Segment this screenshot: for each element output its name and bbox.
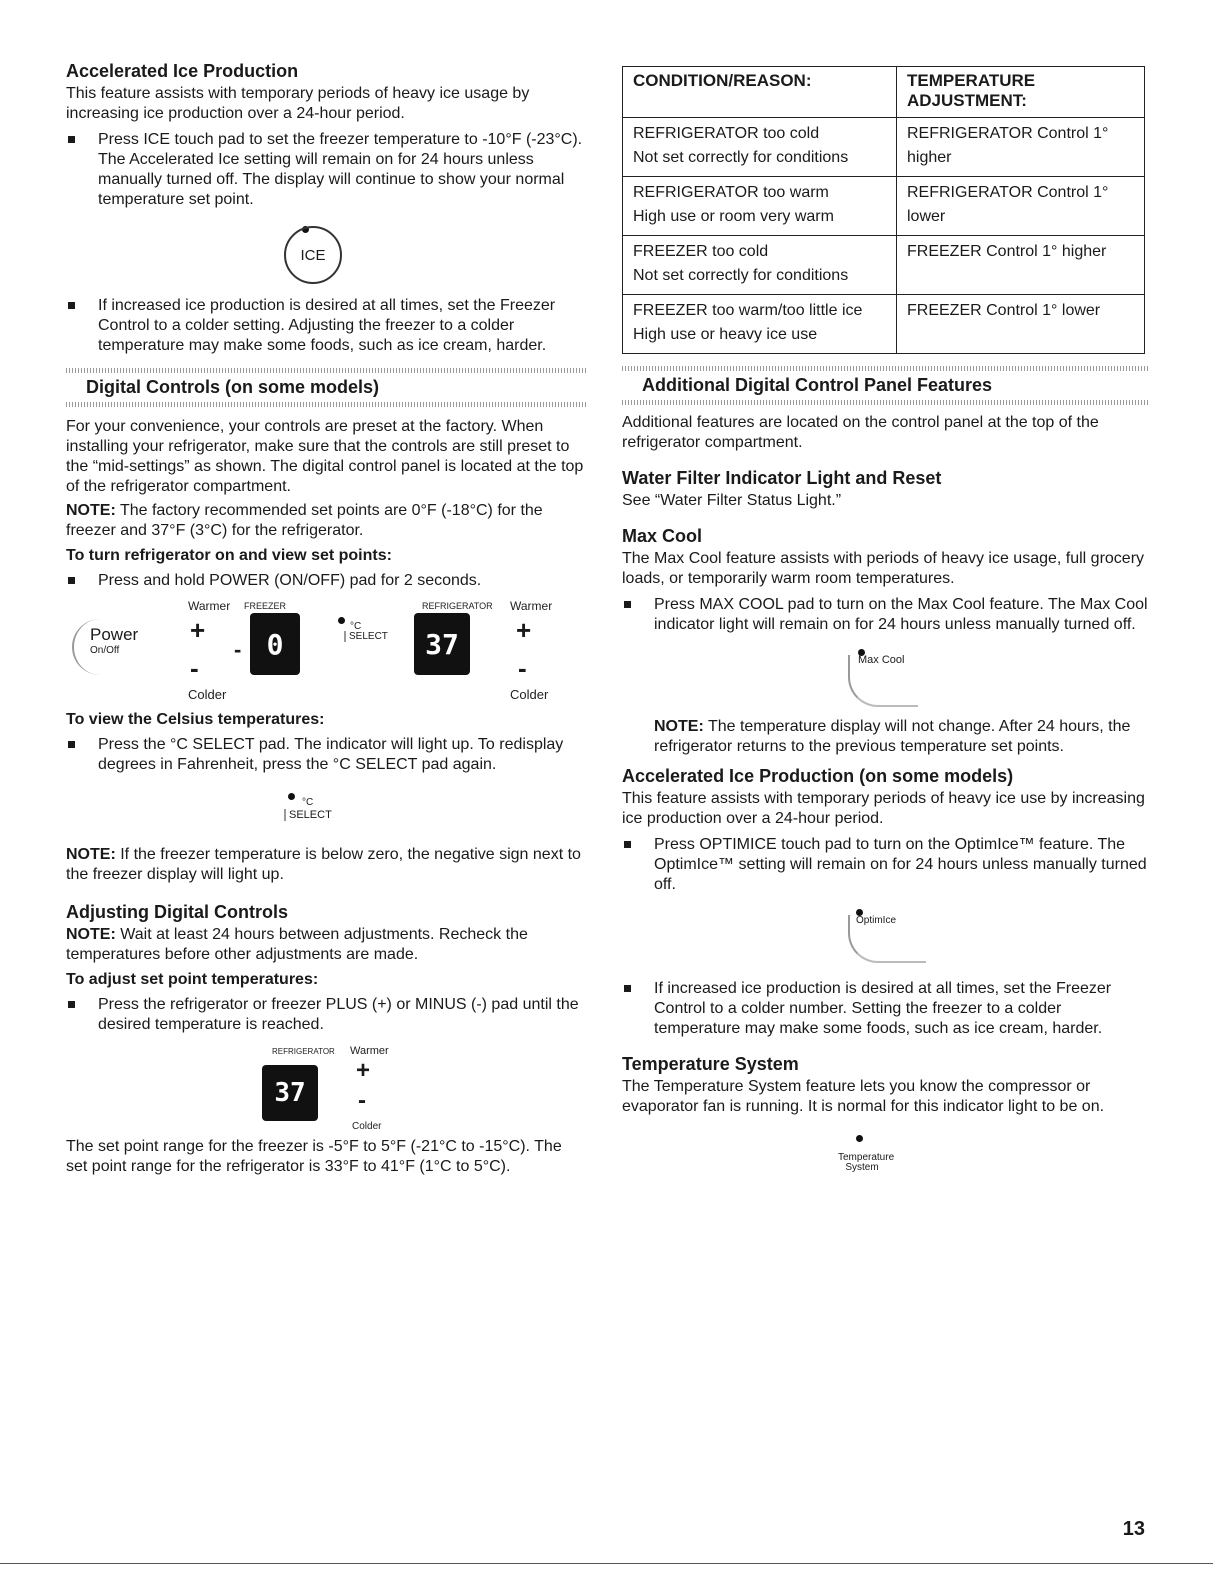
accel-ice-bullet-1: Press ICE touch pad to set the freezer temperature to -10°F (-23°C). The Accelerated Ice setting will remain on for 24 hours unless manually turned off. The display will continue to show your normal temperature set point. xyxy=(66,130,586,210)
reason-text: Not set correctly for conditions xyxy=(633,267,849,284)
condition-text: REFRIGERATOR too warm xyxy=(633,184,829,201)
condition-text: FREEZER too cold xyxy=(633,243,769,260)
refrigerator-label: REFRIGERATOR xyxy=(422,601,493,611)
celsius-bullet: Press the °C SELECT pad. The indicator will light up. To redisplay degrees in Fahrenheit, press the °C SELECT pad again. xyxy=(66,735,586,775)
freezer-warmer-label: Warmer xyxy=(188,599,231,613)
row-adjustment: FREEZER Control 1° lower xyxy=(897,295,1145,354)
temperature-system-paragraph: The Temperature System feature lets you know the compressor or evaporator fan is running. It is normal for this indicator light to be on. xyxy=(622,1078,1105,1115)
fridge-adjust-figure xyxy=(66,1041,586,1137)
note-label: NOTE: xyxy=(66,846,116,863)
refrigerator-label-small: REFRIGERATOR xyxy=(272,1047,335,1056)
water-filter-title: Water Filter Indicator Light and Reset xyxy=(622,468,942,488)
accel-ice-2-paragraph: This feature assists with temporary periods of heavy ice use by increasing ice production over a 24-hour period. xyxy=(622,790,1145,827)
warmer-label-small: Warmer xyxy=(350,1045,389,1057)
table-header-row xyxy=(623,67,1145,118)
max-cool-paragraph: The Max Cool feature assists with periods of heavy ice usage, full grocery loads, or temporarily warm room temperatures. xyxy=(622,550,1145,587)
adjust-bullet: Press the refrigerator or freezer PLUS (+) or MINUS (-) pad until the desired temperature is reached. xyxy=(66,995,586,1035)
adjust-heading: To adjust set point temperatures: xyxy=(66,971,319,988)
right-column xyxy=(622,66,1148,1187)
freezer-negative-sign: - xyxy=(234,637,242,662)
freezer-label: FREEZER xyxy=(244,601,287,611)
select-pad-icon: SELECT xyxy=(284,809,332,821)
ice-pad-figure xyxy=(66,216,586,290)
row-adjustment: REFRIGERATOR Control 1° higher xyxy=(897,118,1145,177)
freezer-minus-button[interactable]: - xyxy=(190,653,199,683)
temperature-label: Temperature xyxy=(838,1152,895,1163)
condition-text: FREEZER too warm/too little ice xyxy=(633,302,863,319)
fridge-minus-button[interactable]: - xyxy=(518,653,527,683)
note-text: If the freezer temperature is below zero, the negative sign next to the freezer display will light up. xyxy=(66,846,581,883)
additional-paragraph: Additional features are located on the control panel at the top of the refrigerator compartment. xyxy=(622,414,1099,451)
temperature-system-indicator-label xyxy=(838,1152,895,1173)
max-cool-bullet: Press MAX COOL pad to turn on the Max Cool feature. The Max Cool indicator light will remain on for 24 hours unless manually turned off. xyxy=(622,595,1148,635)
temperature-system-figure xyxy=(622,1117,1148,1187)
header-condition: CONDITION/REASON: xyxy=(623,67,897,118)
accel-ice-2-bullet-2: If increased ice production is desired at all times, set the Freezer Control to a colder number. Setting the freezer to a colder temperature may make some foods, such as ice cream, harder. xyxy=(622,979,1148,1039)
note-text: The factory recommended set points are 0°F (-18°C) for the freezer and 37°F (3°C) for the refrigerator. xyxy=(66,502,543,539)
minus-button-small[interactable]: - xyxy=(358,1087,366,1114)
optimice-figure xyxy=(622,901,1148,973)
reason-text: High use or heavy ice use xyxy=(633,326,818,343)
accel-ice-bullet-2: If increased ice production is desired at all times, set the Freezer Control to a colder setting. Adjusting the freezer to a colder temperature may make some foods, such as ice cream, harder. xyxy=(66,296,586,356)
ice-pad-label: ICE xyxy=(300,246,326,264)
temperature-system-title: Temperature System xyxy=(622,1054,799,1074)
celsius-small-label: °C xyxy=(302,797,314,808)
reason-text: Not set correctly for conditions xyxy=(633,149,849,166)
adjusting-note xyxy=(66,925,586,965)
condition-text: REFRIGERATOR too cold xyxy=(633,125,820,142)
indicator-dot xyxy=(856,1129,863,1147)
note-label: NOTE: xyxy=(654,718,704,735)
note-text: Wait at least 24 hours between adjustments. Recheck the temperatures before other adjustments are made. xyxy=(66,926,528,963)
ice-pad-icon xyxy=(284,226,342,284)
row-condition xyxy=(623,177,897,236)
set-point-range: The set point range for the freezer is -5°F to 5°F (-21°C to -15°C). The set point range for the refrigerator is 33°F to 41°F (1°C to 5°C). xyxy=(66,1138,562,1175)
header-temperature: TEMPERATURE ADJUSTMENT: xyxy=(897,67,1145,118)
system-label: System xyxy=(845,1162,879,1173)
digital-controls-paragraph: For your convenience, your controls are preset at the factory. When installing your refrigerator, make sure that the controls are still preset to the “mid-settings” as shown. The digital control panel is located at the top of the refrigerator compartment. xyxy=(66,418,584,495)
control-panel-figure xyxy=(66,597,586,705)
row-adjustment: REFRIGERATOR Control 1° lower xyxy=(897,177,1145,236)
digital-controls-heading-block xyxy=(66,368,586,407)
celsius-select-button[interactable]: SELECT xyxy=(344,631,388,642)
table-row xyxy=(623,236,1145,295)
max-cool-pad-icon: Max Cool xyxy=(848,655,918,707)
fridge-display-small: 37 xyxy=(262,1065,318,1121)
reason-text: High use or room very warm xyxy=(633,208,834,225)
freezer-display: 0 xyxy=(250,613,300,675)
footer-rule xyxy=(0,1563,1213,1564)
accel-ice-2-title: Accelerated Ice Production (on some models) xyxy=(622,766,1014,786)
hatch-divider xyxy=(66,402,586,407)
celsius-label: °C xyxy=(350,621,362,632)
fridge-colder-label: Colder xyxy=(510,687,549,702)
celsius-heading: To view the Celsius temperatures: xyxy=(66,711,325,728)
plus-button-small[interactable]: + xyxy=(356,1057,371,1084)
power-label: Power xyxy=(90,625,139,644)
max-cool-note xyxy=(622,717,1148,757)
note-label: NOTE: xyxy=(66,502,116,519)
celsius-note xyxy=(66,845,586,885)
freezer-plus-button[interactable]: + xyxy=(190,615,206,645)
turn-on-bullet: Press and hold POWER (ON/OFF) pad for 2 seconds. xyxy=(66,571,586,591)
hatch-divider xyxy=(622,400,1148,405)
condition-table xyxy=(622,66,1145,354)
turn-on-heading: To turn refrigerator on and view set points: xyxy=(66,547,392,564)
row-adjustment: FREEZER Control 1° higher xyxy=(897,236,1145,295)
accel-ice-title: Accelerated Ice Production xyxy=(66,61,299,81)
left-column xyxy=(66,60,586,1177)
table-row xyxy=(623,177,1145,236)
adjusting-title: Adjusting Digital Controls xyxy=(66,902,288,922)
table-row xyxy=(623,118,1145,177)
freezer-colder-label: Colder xyxy=(188,687,227,702)
onoff-label: On/Off xyxy=(90,645,120,656)
note-text: The temperature display will not change. After 24 hours, the refrigerator returns to the previous temperature set points. xyxy=(654,718,1131,755)
celsius-select-figure xyxy=(66,781,586,845)
row-condition xyxy=(623,118,897,177)
row-condition xyxy=(623,236,897,295)
power-button[interactable] xyxy=(72,619,156,675)
indicator-dot xyxy=(288,787,295,805)
colder-label-small: Colder xyxy=(352,1121,382,1132)
accel-ice-2-bullet-1: Press OPTIMICE touch pad to turn on the OptimIce™ feature. The OptimIce™ setting will remain on for 24 hours unless manually turned off. xyxy=(622,835,1148,895)
water-filter-paragraph: See “Water Filter Status Light.” xyxy=(622,492,842,509)
optimice-pad-icon: OptimIce xyxy=(848,915,926,963)
note-label: NOTE: xyxy=(66,926,116,943)
row-condition xyxy=(623,295,897,354)
fridge-plus-button[interactable]: + xyxy=(516,615,532,645)
max-cool-figure xyxy=(622,641,1148,717)
accel-ice-intro: This feature assists with temporary periods of heavy ice usage by increasing ice production over a 24-hour period. xyxy=(66,85,530,122)
fridge-display: 37 xyxy=(414,613,470,675)
additional-heading-block xyxy=(622,366,1148,405)
table-row xyxy=(623,295,1145,354)
celsius-indicator-dot xyxy=(338,611,345,629)
page-number: 13 xyxy=(1122,1518,1145,1540)
digital-controls-title: Digital Controls (on some models) xyxy=(86,377,380,397)
additional-title: Additional Digital Control Panel Features xyxy=(642,375,993,395)
max-cool-title: Max Cool xyxy=(622,526,703,546)
fridge-warmer-label: Warmer xyxy=(510,599,553,613)
digital-controls-note xyxy=(66,501,586,541)
